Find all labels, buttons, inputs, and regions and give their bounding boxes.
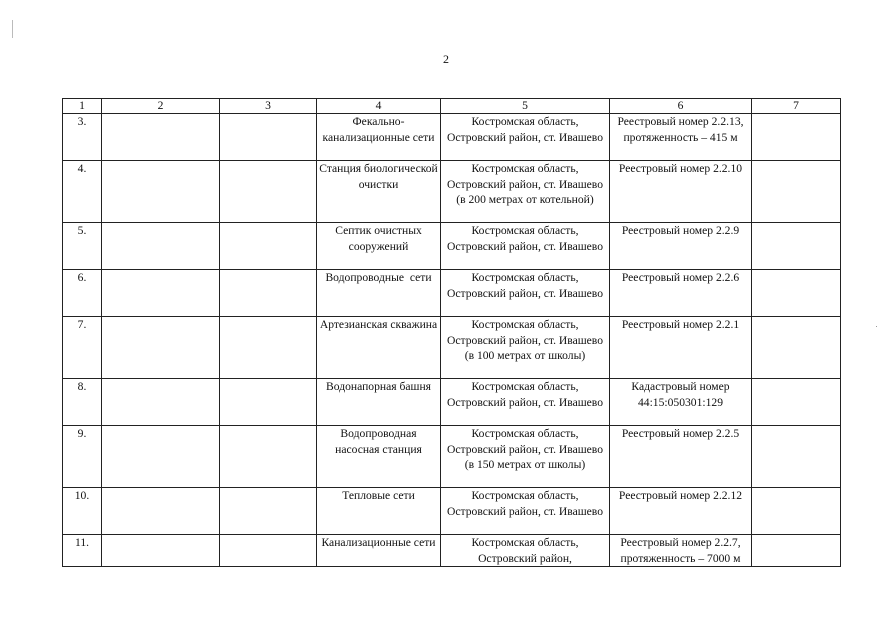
row-number: 10. [63,488,102,535]
object-address: Костромская область, Островский район, ст. Ивашево (в 150 метрах от школы) [441,426,610,488]
table-row [63,114,841,161]
table-row [63,270,841,317]
page-number: 2 [443,52,449,66]
empty-cell-col7 [752,379,841,426]
object-address: Костромская область, Островский район, ст. Ивашево [441,270,610,317]
header-row [63,99,841,114]
table-row [63,426,841,488]
empty-cell-col3 [220,426,317,488]
object-name: Водопроводная насосная станция [317,426,441,488]
empty-cell-col7 [752,317,841,379]
registry-info: Реестровый номер 2.2.9 [610,223,752,270]
empty-cell-col2 [102,270,220,317]
row-number: 5. [63,223,102,270]
table-row [63,488,841,535]
object-name: Водонапорная башня [317,379,441,426]
empty-cell-col2 [102,379,220,426]
empty-cell-col3 [220,488,317,535]
column-header-7: 7 [752,99,841,114]
empty-cell-col3 [220,379,317,426]
table-row [63,223,841,270]
registry-number-text: Реестровый номер 2.2.13, протяженность – 415 м [617,115,744,144]
scan-edge-mark [12,20,13,38]
empty-cell-col3 [220,161,317,223]
object-name: Тепловые сети [317,488,441,535]
empty-cell-col2 [102,161,220,223]
registry-info: Реестровый номер 2.2.5 [610,426,752,488]
row-number: 6. [63,270,102,317]
object-address: Костромская область, Островский район, ст. Ивашево (в 100 метрах от школы) [441,317,610,379]
column-header-5: 5 [441,99,610,114]
table-row [63,317,841,379]
registry-info: Реестровый номер 2.2.1 [610,317,752,379]
empty-cell-col7 [752,114,841,161]
registry-info: Реестровый номер 2.2.10 [610,161,752,223]
column-header-3: 3 [220,99,317,114]
empty-cell-col2 [102,488,220,535]
table-row [63,161,841,223]
empty-cell-col2 [102,114,220,161]
registry-info: Реестровый номер 2.2.12 [610,488,752,535]
scan-speck [876,326,877,327]
object-name: Артезианская скважина [317,317,441,379]
registry-info [610,535,752,567]
empty-cell-col3 [220,223,317,270]
object-address: Костромская область, Островский район, [441,535,610,567]
row-number: 11. [63,535,102,567]
object-name: Водопроводные сети [317,270,441,317]
registry-info [610,379,752,426]
registry-number-text: Реестровый номер 2.2.7, протяженность – 7000 м [620,536,741,565]
object-address: Костромская область, Островский район, ст. Ивашево [441,379,610,426]
empty-cell-col2 [102,535,220,567]
empty-cell-col2 [102,223,220,270]
registry-info: Реестровый номер 2.2.6 [610,270,752,317]
empty-cell-col7 [752,535,841,567]
empty-cell-col7 [752,161,841,223]
object-address: Костромская область, Островский район, ст. Ивашево (в 200 метрах от котельной) [441,161,610,223]
row-number: 7. [63,317,102,379]
empty-cell-col3 [220,317,317,379]
object-address: Костромская область, Островский район, ст. Ивашево [441,488,610,535]
registry-info [610,114,752,161]
table-row [63,379,841,426]
property-registry-table [62,98,841,567]
cadastral-number-text: Кадастровый номер 44:15:050301:129 [631,380,730,409]
row-number: 4. [63,161,102,223]
object-name: Септик очистных сооружений [317,223,441,270]
empty-cell-col3 [220,270,317,317]
column-header-6: 6 [610,99,752,114]
column-header-2: 2 [102,99,220,114]
row-number: 9. [63,426,102,488]
empty-cell-col7 [752,426,841,488]
object-address: Костромская область, Островский район, ст. Ивашево [441,114,610,161]
row-number: 8. [63,379,102,426]
table-row [63,535,841,567]
column-header-1: 1 [63,99,102,114]
object-name: Канализационные сети [317,535,441,567]
object-address: Костромская область, Островский район, ст. Ивашево [441,223,610,270]
row-number: 3. [63,114,102,161]
empty-cell-col2 [102,426,220,488]
table-body [63,114,841,567]
empty-cell-col7 [752,270,841,317]
empty-cell-col7 [752,223,841,270]
empty-cell-col7 [752,488,841,535]
object-name: Фекально-канализационные сети [317,114,441,161]
column-header-4: 4 [317,99,441,114]
object-name: Станция биологической очистки [317,161,441,223]
empty-cell-col2 [102,317,220,379]
empty-cell-col3 [220,114,317,161]
table-header [63,99,841,114]
empty-cell-col3 [220,535,317,567]
